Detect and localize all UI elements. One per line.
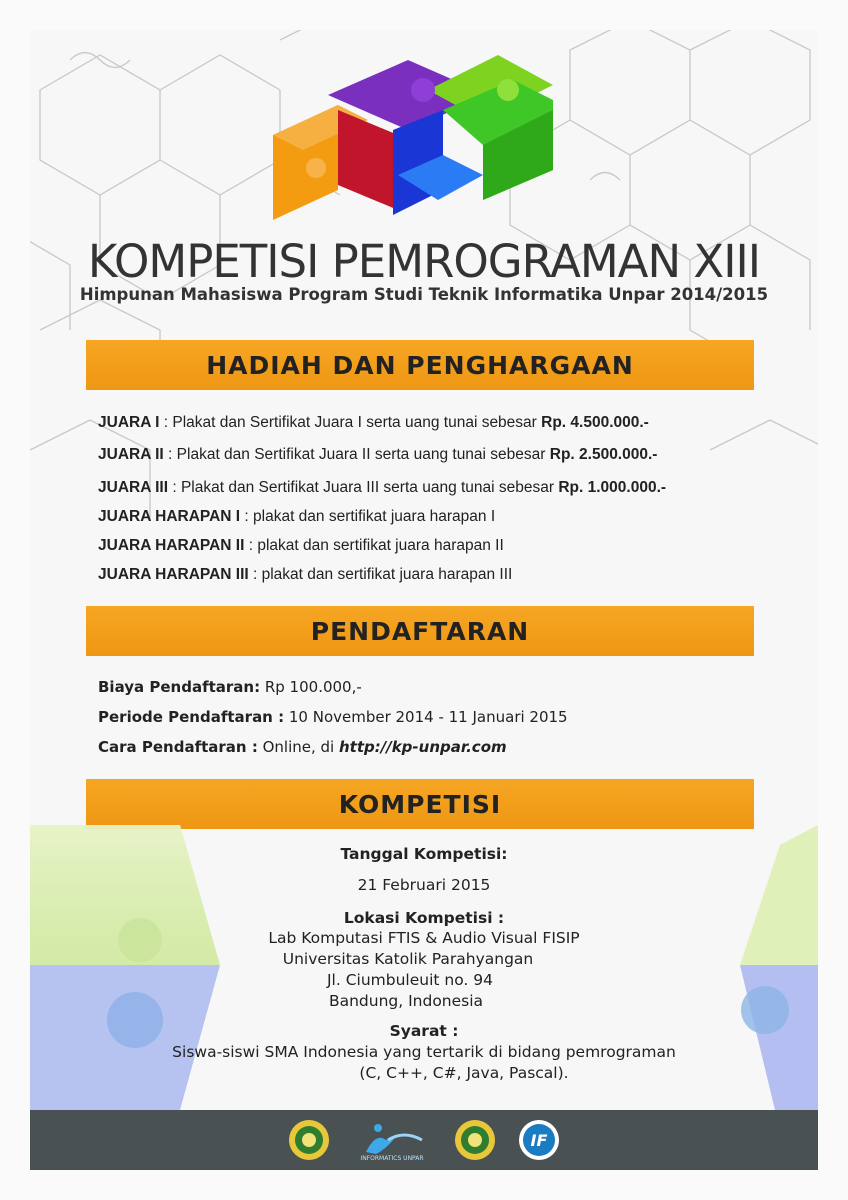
- requirements-line-1: Siswa-siswi SMA Indonesia yang tertarik di bidang pemrograman: [172, 1043, 676, 1061]
- prize-text: : Plakat dan Sertifikat Juara II serta: [163, 446, 414, 463]
- location-line-1: Lab Komputasi FTIS & Audio Visual FISIP: [268, 929, 580, 947]
- prize-label: JUARA I: [98, 414, 160, 431]
- prize-cash-text: uang tunai sebesar: [422, 479, 559, 496]
- prize-line-1: [98, 414, 649, 432]
- section-band-registration: PENDAFTARAN: [86, 606, 754, 656]
- registration-method: [98, 738, 507, 756]
- sub-title: Himpunan Mahasiswa Program Studi Teknik Informatika Unpar 2014/2015: [79, 285, 769, 304]
- main-title: KOMPETISI PEMROGRAMAN XIII: [87, 235, 761, 288]
- prize-line-4: [98, 508, 495, 526]
- prize-text: : Plakat dan Sertifikat Juara III serta: [168, 479, 423, 496]
- registration-period: [98, 708, 568, 726]
- location-line-4: Bandung, Indonesia: [328, 992, 484, 1010]
- prize-amount: Rp. 2.500.000.-: [549, 446, 658, 463]
- location-line-2: Universitas Katolik Parahyangan: [282, 950, 534, 968]
- informatics-unpar-logo: [352, 1118, 432, 1162]
- location-line-3: Jl. Ciumbuleuit no. 94: [326, 971, 494, 989]
- prize-text: : plakat dan sertifikat juara harapan II: [244, 537, 504, 554]
- period-label: Periode Pendaftaran :: [98, 708, 285, 726]
- prize-text: : plakat dan sertifikat juara harapan III: [248, 566, 513, 583]
- university-seal-logo-2: [454, 1119, 496, 1161]
- method-value: Online, di: [257, 738, 339, 756]
- poster-frame: [30, 30, 818, 1170]
- fee-value: Rp 100.000,-: [260, 678, 362, 696]
- prize-label: JUARA III: [98, 479, 169, 496]
- requirements-label: Syarat :: [389, 1022, 459, 1040]
- requirements-line-2: (C, C++, C#, Java, Pascal).: [359, 1064, 569, 1082]
- puzzle-cube-logo: [268, 50, 568, 220]
- prize-line-2: [98, 446, 657, 464]
- prize-line-3: [98, 479, 666, 497]
- prize-cash-text: uang tunai sebesar: [404, 414, 542, 431]
- university-seal-logo-1: [288, 1119, 330, 1161]
- date-label: Tanggal Kompetisi:: [340, 845, 508, 863]
- competition-date-label: [30, 845, 818, 863]
- prize-label: JUARA HARAPAN I: [98, 508, 241, 525]
- competition-date-value: 21 Februari 2015: [357, 876, 491, 894]
- registration-url-link[interactable]: http://kp-unpar.com: [338, 738, 507, 756]
- section-band-prizes: HADIAH DAN PENGHARGAAN: [86, 340, 754, 390]
- prize-text: : plakat dan sertifikat juara harapan I: [240, 508, 496, 525]
- section-band-competition: KOMPETISI: [86, 779, 754, 829]
- if-logo-text: IF: [530, 1131, 548, 1150]
- prize-label: JUARA II: [98, 446, 164, 463]
- prize-line-5: [98, 537, 504, 555]
- period-value: 10 November 2014 - 11 Januari 2015: [284, 708, 568, 726]
- method-label: Cara Pendaftaran :: [98, 738, 258, 756]
- prize-label: JUARA HARAPAN III: [98, 566, 249, 583]
- prize-text: : Plakat dan Sertifikat Juara I serta: [159, 414, 405, 431]
- prize-amount: Rp. 4.500.000.-: [541, 414, 649, 431]
- registration-fee: [98, 678, 362, 696]
- prize-cash-text: uang tunai sebesar: [413, 446, 550, 463]
- location-label: Lokasi Kompetisi :: [343, 909, 505, 927]
- competition-location-label: [30, 909, 818, 927]
- informatics-logo-text: INFORMATICS UNPAR: [360, 1155, 424, 1162]
- footer-logo-bar: [30, 1110, 818, 1170]
- fee-label: Biaya Pendaftaran:: [98, 678, 261, 696]
- prize-amount: Rp. 1.000.000.-: [558, 479, 667, 496]
- himpunan-if-logo: [518, 1119, 560, 1161]
- competition-requirements-label: [30, 1022, 818, 1040]
- prize-label: JUARA HARAPAN II: [98, 537, 245, 554]
- prize-line-6: [98, 566, 512, 584]
